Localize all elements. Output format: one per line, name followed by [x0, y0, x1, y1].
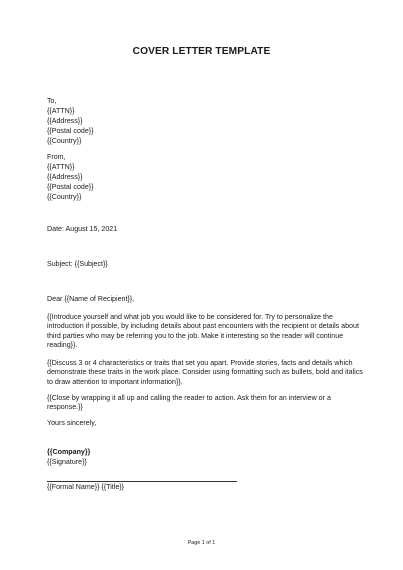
- company-name: {{Company}}: [47, 448, 91, 456]
- from-label: From,: [47, 153, 66, 161]
- to-postal-code: {{Postal code}}: [47, 127, 94, 135]
- to-country: {{Country}}: [47, 137, 82, 145]
- from-address: {{Address}}: [47, 173, 83, 181]
- body-paragraph-closing: {{Close by wrapping it all up and calling the reader to action. Ask them for an interview or a response.}}: [47, 394, 331, 412]
- formal-name-title: {{Formal Name}} {{Title}}: [47, 483, 125, 491]
- signature-placeholder: {{Signature}}: [47, 458, 87, 466]
- from-attn: {{ATTN}}: [47, 163, 75, 171]
- body-paragraph-traits: {{Discuss 3 or 4 characteristics or traits that set you apart. Provide stories, facts and details which demonstrate these traits in the work place. Consider using formatting such as bullets, bold and italics to draw attention to important information}}.: [47, 359, 363, 386]
- body-paragraph-intro: {{Introduce yourself and what job you would like to be considered for. Try to personalize the introduction if possible, by including details about past encounters with the recipient or details about third parties who may be referring you to the job. Make it interesting so the reader will continue reading}}.: [47, 313, 359, 350]
- document-title: COVER LETTER TEMPLATE: [132, 46, 271, 57]
- from-country: {{Country}}: [47, 193, 82, 201]
- date-line: Date: August 15, 2021: [47, 225, 118, 233]
- subject-line: Subject: {{Subject}}: [47, 260, 108, 268]
- from-postal-code: {{Postal code}}: [47, 183, 94, 191]
- to-label: To,: [47, 97, 57, 105]
- page-number: Page 1 of 1: [187, 540, 216, 546]
- to-attn: {{ATTN}}: [47, 107, 75, 115]
- signature-divider: [47, 481, 237, 482]
- salutation: Dear {{Name of Recipient}},: [47, 295, 135, 303]
- closing-line: Yours sincerely,: [47, 419, 97, 427]
- to-address: {{Address}}: [47, 117, 83, 125]
